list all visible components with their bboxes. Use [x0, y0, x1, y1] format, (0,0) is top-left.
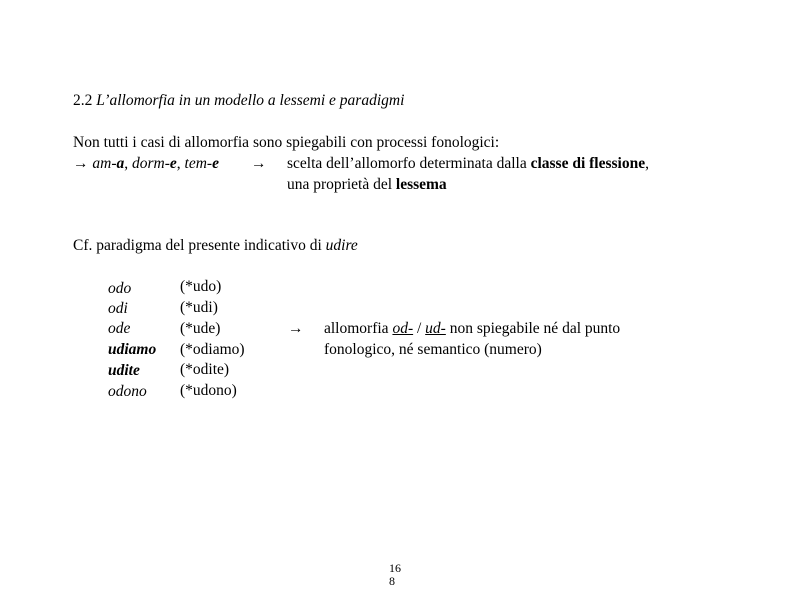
paradigm-title: Cf. paradigma del presente indicativo di udire: [73, 237, 358, 254]
starred-form-6: (*udono): [180, 382, 237, 399]
explanation-line-2: una proprietà del lessema: [287, 176, 447, 193]
lessema: lessema: [395, 176, 447, 193]
starred-form-1: (*udo): [180, 278, 222, 295]
examples-line: → am-a, dorm-e, tem-e: [73, 155, 219, 172]
stem-ud: ud-: [425, 320, 446, 337]
note-line-1: allomorfia od- / ud- non spiegabile né dal punto: [324, 320, 621, 337]
form-5: udite: [108, 362, 140, 379]
form-3: ode: [108, 320, 131, 337]
example-dorm: dorm-e: [131, 155, 177, 172]
arrow: →: [73, 155, 89, 172]
page-number: 16 8: [389, 561, 401, 588]
starred-form-3: (*ude): [180, 320, 221, 337]
stem-od: od-: [392, 320, 414, 337]
form-1: odo: [108, 280, 132, 297]
starred-form-5: (*odite): [180, 361, 230, 378]
arrow-2: →: [251, 155, 267, 172]
form-6: odono: [108, 383, 147, 400]
verb-udire: udire: [325, 237, 358, 254]
form-4: udiamo: [108, 341, 157, 358]
classe-di-flessione: classe di flessione: [530, 155, 646, 172]
section-heading: [73, 92, 404, 110]
section-number: 2.2: [73, 92, 93, 109]
form-2: odi: [108, 300, 128, 317]
intro-line: Non tutti i casi di allomorfia sono spiegabili con processi fonologici:: [73, 134, 500, 151]
explanation-line: scelta dell’allomorfo determinata dalla classe di flessione,: [287, 155, 649, 172]
starred-form-2: (*udi): [180, 299, 218, 316]
starred-form-4: (*odiamo): [180, 341, 245, 358]
section-title: L’allomorfia in un modello a lessemi e paradigmi: [96, 92, 405, 109]
example-am: am-a: [92, 155, 125, 172]
note-arrow: →: [288, 320, 304, 337]
example-tem: tem-e: [184, 155, 219, 172]
note-line-2: fonologico, né semantico (numero): [324, 341, 542, 358]
